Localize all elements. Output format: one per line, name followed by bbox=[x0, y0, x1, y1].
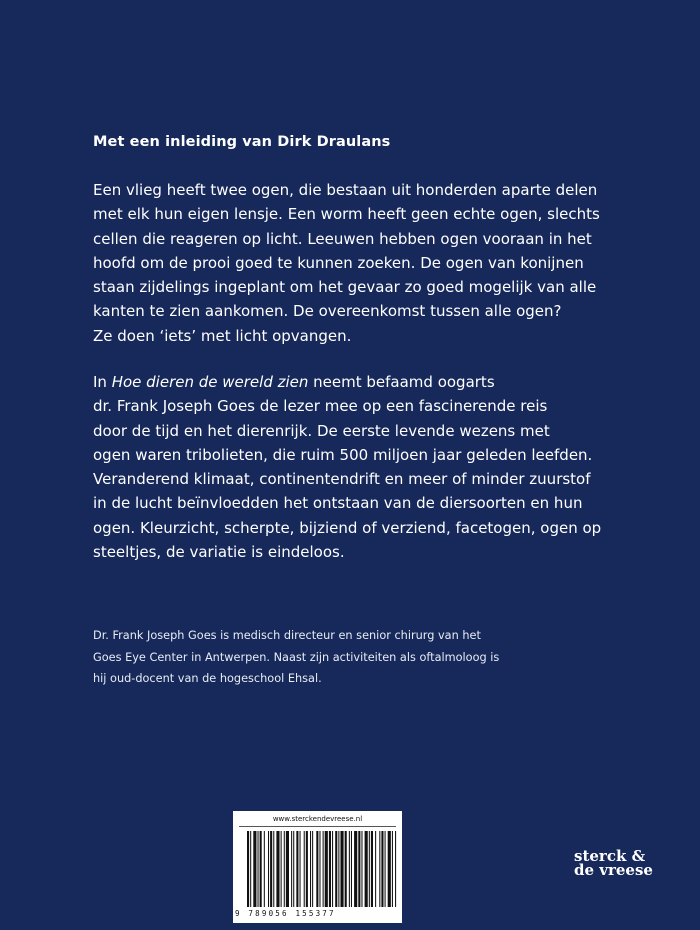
book-title: Hoe dieren de wereld zien bbox=[111, 373, 309, 391]
publisher-logo bbox=[574, 849, 653, 877]
description-paragraph-1 bbox=[93, 178, 633, 348]
logo-line: sterck & bbox=[574, 847, 646, 865]
paragraph-line: Ze doen ‘iets’ met licht opvangen. bbox=[93, 326, 352, 345]
intro-heading: Met een inleiding van Dirk Draulans bbox=[93, 134, 391, 150]
author-bio bbox=[93, 625, 653, 690]
paragraph-line: ogen. Kleurzicht, scherpte, bijziend of verziend, facetogen, ogen op bbox=[93, 518, 602, 537]
bio-line: Dr. Frank Joseph Goes is medisch directeur en senior chirurg van het bbox=[93, 629, 481, 642]
paragraph-line: kanten te zien aankomen. De overeenkomst tussen alle ogen? bbox=[93, 302, 562, 321]
divider bbox=[239, 826, 396, 827]
line-prefix: In bbox=[93, 373, 112, 391]
bio-line: hij oud-docent van de hogeschool Ehsal. bbox=[93, 672, 322, 685]
paragraph-line: Veranderend klimaat, continentendrift en meer of minder zuurstof bbox=[93, 470, 591, 489]
line-suffix: neemt befaamd oogarts bbox=[308, 373, 495, 391]
paragraph-line: dr. Frank Joseph Goes de lezer mee op een fascinerende reis bbox=[93, 397, 548, 416]
isbn-number: 9 789056 155377 bbox=[235, 909, 336, 918]
paragraph-line: in de lucht beïnvloedden het ontstaan van de diersoorten en hun bbox=[93, 494, 583, 513]
barcode-block bbox=[233, 811, 402, 923]
description-paragraph-2 bbox=[93, 370, 633, 564]
barcode-url: www.sterckendevreese.nl bbox=[272, 815, 363, 823]
paragraph-line: hoofd om de prooi goed te kunnen zoeken. De ogen van konijnen bbox=[93, 253, 584, 272]
paragraph-line: door de tijd en het dierenrijk. De eerste levende wezens met bbox=[93, 421, 550, 440]
logo-line: de vreese bbox=[574, 861, 653, 879]
bio-line: Goes Eye Center in Antwerpen. Naast zijn activiteiten als oftalmoloog is bbox=[93, 650, 500, 664]
barcode-icon bbox=[247, 831, 397, 907]
paragraph-line: Een vlieg heeft twee ogen, die bestaan uit honderden aparte delen bbox=[93, 181, 598, 199]
paragraph-line: staan zijdelings ingeplant om het gevaar zo goed mogelijk van alle bbox=[93, 278, 597, 297]
paragraph-line: met elk hun eigen lensje. Een worm heeft geen echte ogen, slechts bbox=[93, 205, 600, 224]
paragraph-line: ogen waren tribolieten, die ruim 500 miljoen jaar geleden leefden. bbox=[93, 445, 593, 464]
paragraph-line: steeltjes, de variatie is eindeloos. bbox=[93, 543, 345, 562]
paragraph-line: cellen die reageren op licht. Leeuwen hebben ogen vooraan in het bbox=[93, 229, 592, 248]
paragraph-line bbox=[93, 370, 633, 394]
